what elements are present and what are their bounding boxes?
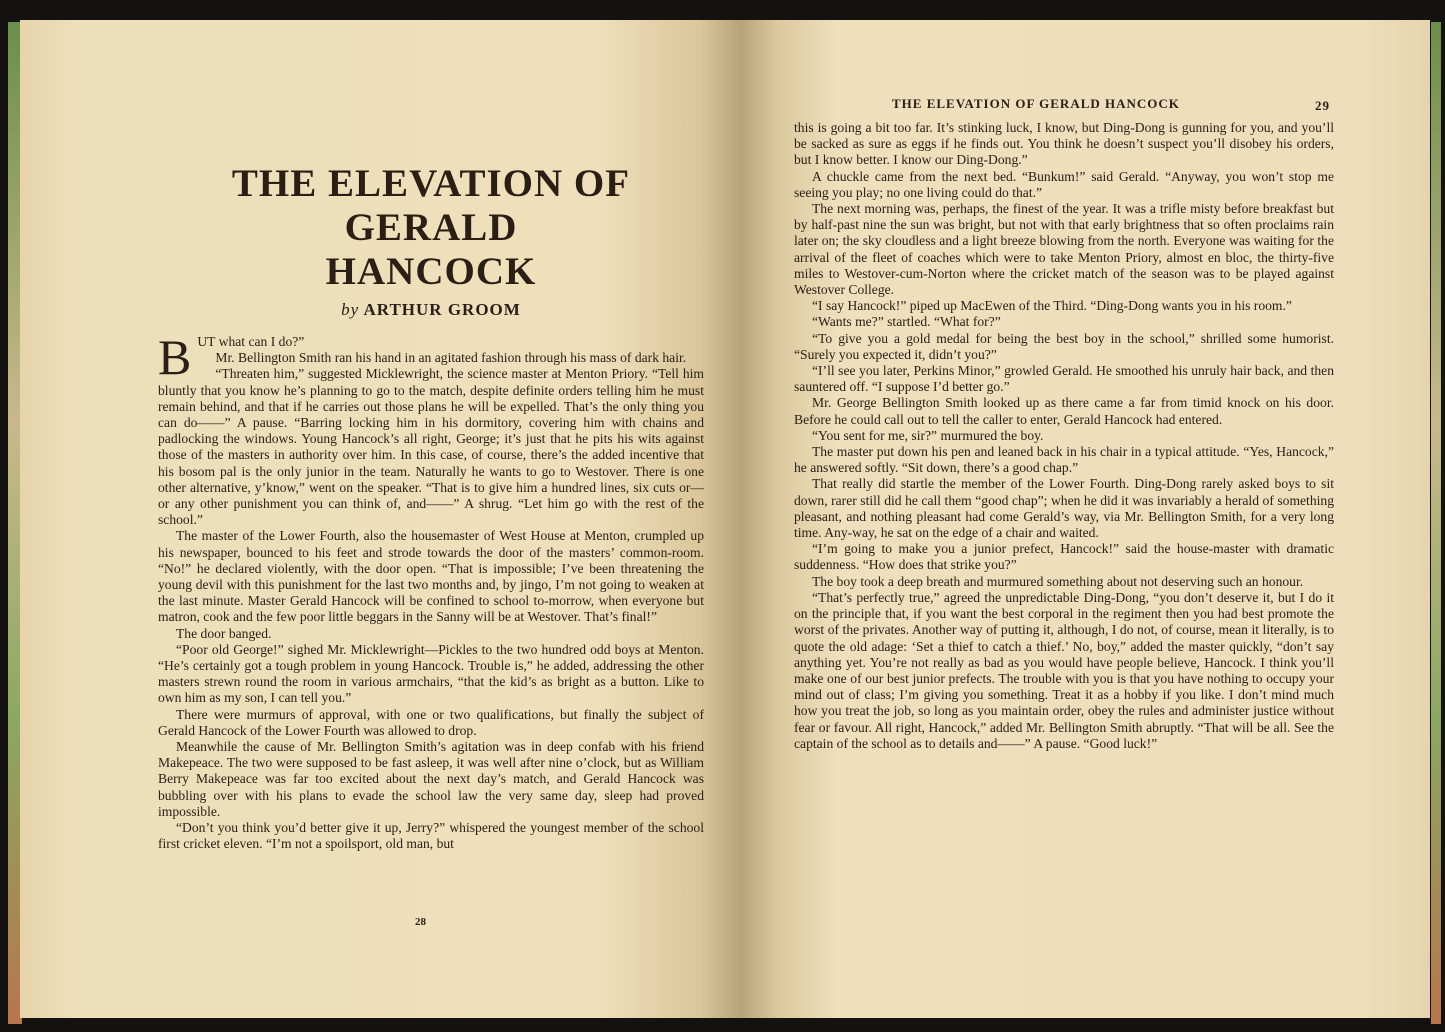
paragraph: this is going a bit too far. It’s stinking luck, I know, but Ding-Dong is gunning for you, and you’ll be sacked as sure as eggs if he finds out. You think he doesn’t suspect you’ll disobey his orders, but I know better. I know our Ding-Dong.” xyxy=(794,120,1334,168)
book-cover-edge-right xyxy=(1431,22,1441,1024)
right-page-body xyxy=(794,120,1334,752)
paragraph: Mr. Bellington Smith ran his hand in an agitated fashion through his mass of dark hair. xyxy=(215,350,687,366)
paragraph: “Don’t you think you’d better give it up, Jerry?” whispered the youngest member of the school first cricket eleven. “I’m not a spoilsport, old man, but xyxy=(158,820,704,852)
author-name: ARTHUR GROOM xyxy=(363,300,521,319)
paragraph: The master put down his pen and leaned back in his chair in a typical attitude. “Yes, Hancock,” he answered softly. “Sit down, there’s a good chap.” xyxy=(794,444,1334,476)
running-head xyxy=(892,96,1330,112)
paragraph: That really did startle the member of the Lower Fourth. Ding-Dong rarely asked boys to sit down, rarer still did he call them “good chap”; when he did it was invariably a herald of something pleasant, and nothing pleasant had come Gerald’s way, via Mr. Bellington Smith, for a very long time. Any-way, he sat on the edge of a chair and waited. xyxy=(794,476,1334,541)
paragraph: The door banged. xyxy=(176,625,272,641)
paragraph: Mr. George Bellington Smith looked up as there came a far from timid knock on his door. Before he could call out to tell the caller to enter, Gerald Hancock had entered. xyxy=(794,395,1334,427)
paragraph: “Threaten him,” suggested Micklewright, the science master at Menton Priory. “Tell him bluntly that you know he’s planning to go to the match, despite definite orders telling him he must remain behind, and that if he carries out those plans he will be expelled. That’s the only thing you can do——” A pause. “Barring locking him in his dormitory, covering him with chains and padlocking the windows. Young Hancock’s all right, George; it’s just that he pits his wits against those of the masters in authority over him. In this case, of course, there’s the added incentive that his bosom pal is the only junior in the team. Naturally he wants to go to Westover. There is one other alternative, y’know,” went on the speaker. “That is to give him a hundred lines, six cuts or—or any other punishment you can think of, and——” A shrug. “Let him go with the rest of the school.” xyxy=(158,366,704,528)
paragraph: There were murmurs of approval, with one or two qualifications, but finally the subject of Gerald Hancock of the Lower Fourth was allowed to drop. xyxy=(158,706,704,738)
story-title-line-2: HANCOCK xyxy=(325,250,537,293)
paragraph: “That’s perfectly true,” agreed the unpredictable Ding-Dong, “you don’t deserve it, but I do it on the principle that, if you want the best corporal in the regiment then you had best promote the worst of the privates. Another way of putting it, although, I do not, of course, mean it literally, is to quote the old adage: ‘Set a thief to catch a thief.’ No, boy,” added the master quickly, “don’t say anything yet. You’re not really as bad as you would have people believe, Hancock. I think you’ll make one of our best junior prefects. The trouble with you is that you have nothing to occupy your mind out of class; I’m giving you something. Treat it as a hobby if you like. I don’t mind much how you treat the job, so long as you maintain order, obey the rules and administer justice without fear or favour. All right, Hancock,” added Mr. Bellington Smith abruptly. “That will be all. See the captain of the school as to details and——” A pause. “Good luck!” xyxy=(794,589,1334,751)
left-page xyxy=(20,20,742,1018)
paragraph: “I’ll see you later, Perkins Minor,” growled Gerald. He smoothed his unruly hair back, and then sauntered off. “I suppose I’d better go.” xyxy=(794,363,1334,395)
paragraph: “I say Hancock!” piped up MacEwen of the Third. “Ding-Dong wants you in his room.” xyxy=(812,298,1292,314)
right-page xyxy=(742,20,1430,1018)
paragraph: “Poor old George!” sighed Mr. Micklewright—Pickles to the two hundred odd boys at Menton. “He’s certainly got a tough problem in young Hancock. Trouble is,” he added, addressing the other masters strewn round the room in various armchairs, “that the kid’s as bright as a button. Like to own him as my son, I can tell you.” xyxy=(158,641,704,706)
story-title xyxy=(158,162,704,294)
byline-prefix: by xyxy=(341,300,360,319)
byline xyxy=(158,300,704,320)
drop-cap: B xyxy=(158,329,192,385)
paragraph: “Wants me?” startled. “What for?” xyxy=(812,314,1001,330)
paragraph: “To give you a gold medal for being the best boy in the school,” shrilled some humorist. “Surely you expected it, didn’t you?” xyxy=(794,330,1334,362)
opening-line-text: UT what can I do?” xyxy=(197,334,305,349)
left-page-body xyxy=(158,329,704,853)
paragraph: The next morning was, perhaps, the finest of the year. It was a trifle misty before breakfast but by half-past nine the sun was bright, but not with that early brightness that so often proclaims rain later on; the sky cloudless and a light breeze blowing from the north. Everyone was waiting for the arrival of the fleet of coaches which were to take Menton Priory, almost en bloc, the thirty-five miles to Westover-cum-Norton where the cricket match of the season was to be played against Westover College. xyxy=(794,201,1334,298)
paragraph: The master of the Lower Fourth, also the housemaster of West House at Menton, crumpled up his newspaper, bounced to his feet and strode towards the door of the masters’ common-room. “No!” he declared violently, with the door open. “That is impossible; I’ve been threatening the young devil with this punishment for the last two months and, by jingo, I’m not going to weaken at the last minute. Master Gerald Hancock will be confined to school to-morrow, when everyone but matron, cook and the few poor little beggars in the Sanny will be at Westover. That’s final!” xyxy=(158,528,704,625)
paragraph: The boy took a deep breath and murmured something about not deserving such an honour. xyxy=(812,573,1304,589)
story-title-line-1: THE ELEVATION OF GERALD xyxy=(231,162,631,249)
page-number-left: 28 xyxy=(415,916,426,928)
running-head-title: THE ELEVATION OF GERALD HANCOCK xyxy=(892,96,1180,111)
page-number-right: 29 xyxy=(1315,98,1330,113)
paragraph: Meanwhile the cause of Mr. Bellington Smith’s agitation was in deep confab with his friend Makepeace. The two were supposed to be fast asleep, it was well after nine o’clock, but as William Berry Makepeace was far too excited about the next day’s match, and Gerald Hancock was bubbling over with his plans to evade the school law the very same day, sleep had proved impossible. xyxy=(158,739,704,819)
paragraph: “I’m going to make you a junior prefect, Hancock!” said the house-master with dramatic suddenness. “How does that strike you?” xyxy=(794,541,1334,573)
paragraph: A chuckle came from the next bed. “Bunkum!” said Gerald. “Anyway, you won’t stop me seeing you play; no one living could do that.” xyxy=(794,168,1334,200)
paragraph: “You sent for me, sir?” murmured the boy. xyxy=(812,427,1044,443)
